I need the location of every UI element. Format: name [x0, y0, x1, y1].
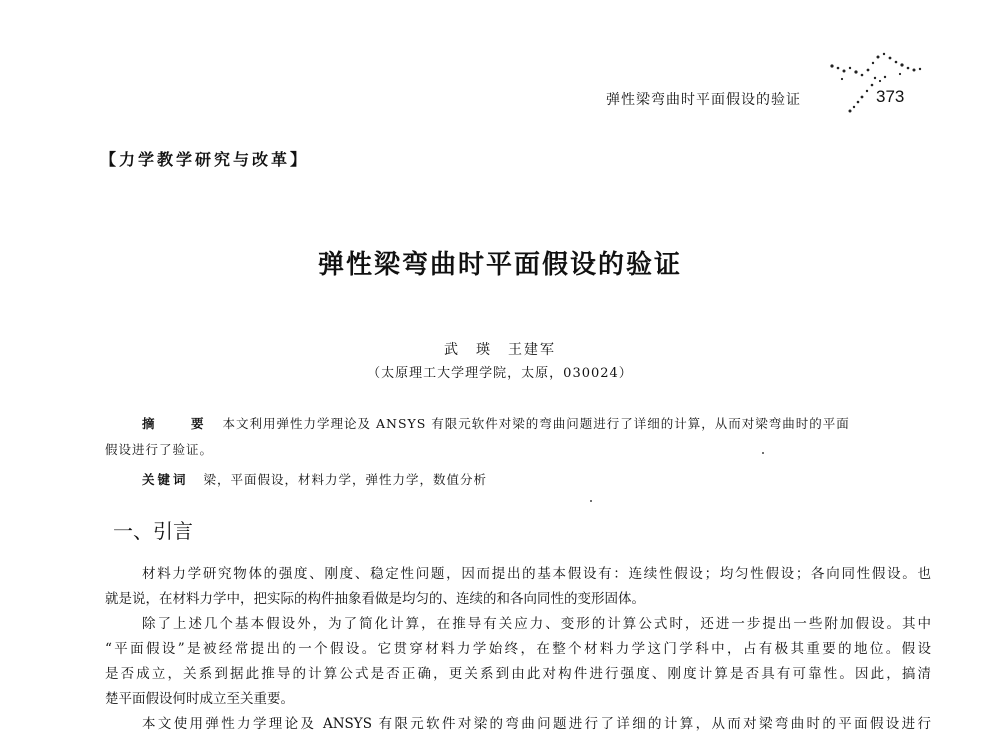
abstract-label: 摘 要 — [142, 416, 216, 431]
article-title: 弹性梁弯曲时平面假设的验证 — [317, 250, 682, 280]
abstract-text-1: 本文利用弹性力学理论及 ANSYS 有限元软件对梁的弯曲问题进行了详细的计算，从而对梁弯曲时的平面 — [222, 416, 850, 431]
running-title: 弹性梁弯曲时平面假设的验证 — [606, 92, 801, 108]
abstract-line-1 — [105, 411, 931, 437]
keywords — [142, 470, 487, 488]
keywords-label: 关键词 — [142, 472, 189, 487]
section-heading: 一、引言 — [113, 519, 193, 543]
authors: 武 瑛 王建军 — [444, 342, 556, 358]
keywords-text: 梁，平面假设，材料力学，弹性力学，数值分析 — [203, 472, 488, 487]
body-line: “平面假设”是被经常提出的一个假设。它贯穿材料力学始终，在整个材料力学这门学科中，占有极其重要的地位。假设 — [105, 641, 931, 657]
column-label: 【力学教学研究与改革】 — [100, 150, 310, 169]
scan-speck — [762, 452, 764, 454]
affiliation: （太原理工大学理学院，太原，030024） — [367, 366, 633, 381]
body-line: 是否成立，关系到据此推导的计算公式是否正确，更关系到由此对构件进行强度、刚度计算是否具有可靠性。因此，搞清 — [105, 666, 931, 682]
body-line: 除了上述几个基本假设外，为了简化计算，在推导有关应力、变形的计算公式时，还进一步提出一些附加假设。其中 — [142, 616, 931, 632]
body-line: 材料力学研究物体的强度、刚度、稳定性问题，因而提出的基本假设有：连续性假设；均匀性假设；各向同性假设。也 — [142, 566, 931, 582]
abstract — [105, 411, 931, 463]
page-number: 373 — [876, 87, 905, 106]
abstract-line-2: 假设进行了验证。 — [105, 442, 214, 457]
scan-speck — [590, 500, 592, 502]
body-line: 本文使用弹性力学理论及 ANSYS 有限元软件对梁的弯曲问题进行了详细的计算，从而对梁弯曲时的平面假设进行 — [142, 716, 931, 732]
body-line: 楚平面假设何时成立至关重要。 — [105, 691, 294, 707]
body-line: 就是说，在材料力学中，把实际的构件抽象看做是均匀的、连续的和各向同性的变形固体。 — [105, 591, 645, 607]
running-header — [560, 86, 920, 110]
body-text — [105, 562, 931, 737]
